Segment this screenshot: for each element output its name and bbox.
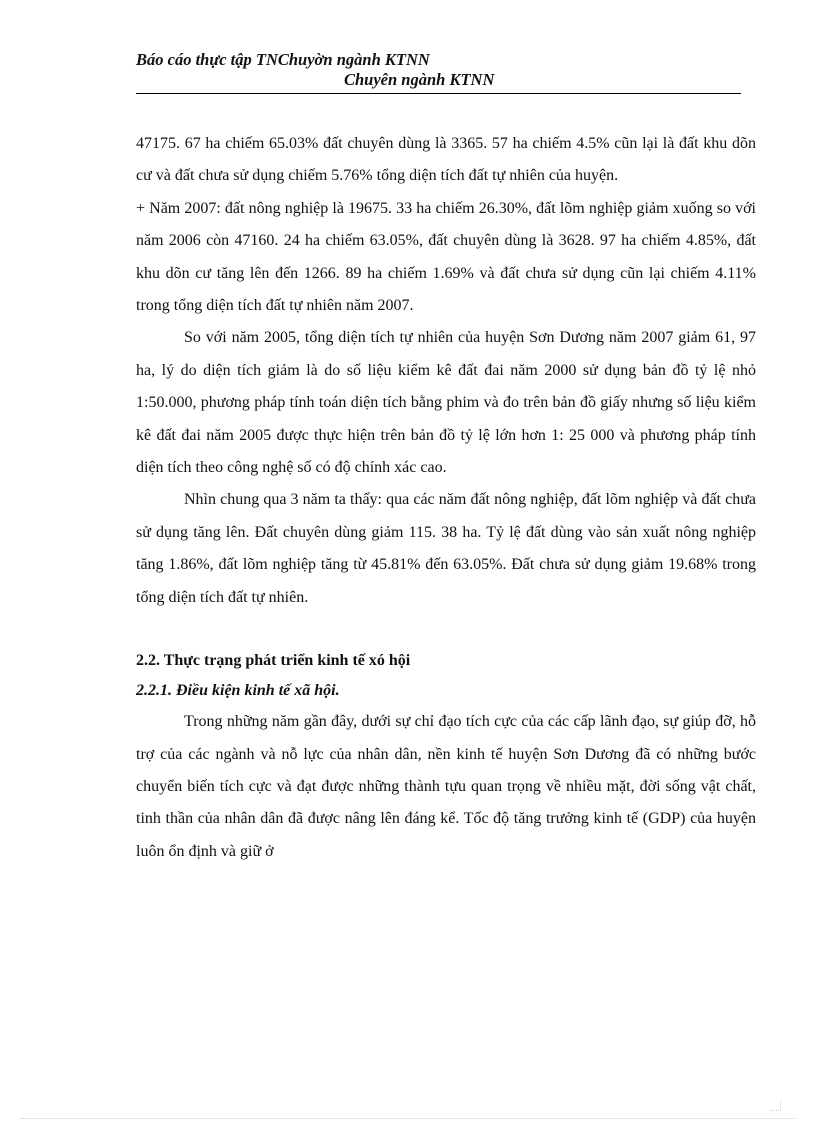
section-heading-2-2: 2.2. Thực trạng phát triển kinh tế xó hội — [136, 652, 411, 670]
header-title-line-2: Chuyên ngành KTNN — [344, 70, 495, 89]
paragraph-land-2006: 47175. 67 ha chiếm 65.03% đất chuyên dùng là 3365. 57 ha chiếm 4.5% cũn lại là đất khu dõn cư và đất chưa sử dụng chiếm 5.76% tổng diện tích đất tự nhiên của huyện. — [136, 135, 756, 185]
document-body — [136, 128, 756, 868]
paragraph-land-2007: + Năm 2007: đất nông nghiệp là 19675. 33 ha chiếm 26.30%, đất lõm nghiệp giảm xuống so với năm 2006 còn 47160. 24 ha chiếm 63.05%, đất chuyên dùng là 3628. 97 ha chiếm 4.85%, đất khu dõn cư tăng lên đến 1266. 89 ha chiếm 1.69% và đất chưa sử dụng cũn lại chiếm 4.11% trong tổng diện tích đất tự nhiên năm 2007. — [136, 199, 756, 315]
header-title-line-1: Báo cáo thực tập TNChuyờn ngành KTNN — [136, 50, 430, 69]
page-bottom-border — [20, 1118, 796, 1119]
page-header — [136, 50, 741, 90]
page-corner-mark — [770, 1100, 781, 1111]
paragraph-economic-conditions: Trong những năm gần đây, dưới sự chỉ đạo tích cực của các cấp lãnh đạo, sự giúp đỡ, hỗ trợ của các ngành và nỗ lực của nhân dân, nền kinh tế huyện Sơn Dương đã có những bước chuyển biến tích cực và đạt được những thành tựu quan trọng về nhiều mặt, đời sống vật chất, tinh thần của nhân dân đã được nâng lên đáng kể. Tốc độ tăng trưởng kinh tế (GDP) của huyện luôn ổn định và giữ ở — [136, 713, 756, 860]
header-divider — [136, 93, 741, 94]
subsection-heading-2-2-1: 2.2.1. Điều kiện kinh tế xã hội. — [136, 682, 340, 700]
paragraph-comparison-2005: So với năm 2005, tổng diện tích tự nhiên của huyện Sơn Dương năm 2007 giảm 61, 97 ha, lý do diện tích giảm là do số liệu kiểm kê đất đai năm 2000 sử dụng bản đồ tỷ lệ nhỏ 1:50.000, phương pháp tính toán diện tích bằng phim và đo trên bản đồ giấy nhưng số liệu kiểm kê đất đai năm 2005 được thực hiện trên bản đồ tỷ lệ lớn hơn 1: 25 000 và phương pháp tính diện tích theo công nghệ số có độ chính xác cao. — [136, 329, 756, 477]
section-spacer — [136, 614, 756, 646]
paragraph-three-year-summary: Nhìn chung qua 3 năm ta thấy: qua các năm đất nông nghiệp, đất lõm nghiệp và đất chưa sử dụng tăng lên. Đất chuyên dùng giảm 115. 38 ha. Tỷ lệ đất dùng vào sản xuất nông nghiệp tăng 1.86%, đất lõm nghiệp tăng từ 45.81% đến 63.05%. Đất chưa sử dụng giảm 19.68% trong tổng diện tích đất tự nhiên. — [136, 491, 756, 606]
